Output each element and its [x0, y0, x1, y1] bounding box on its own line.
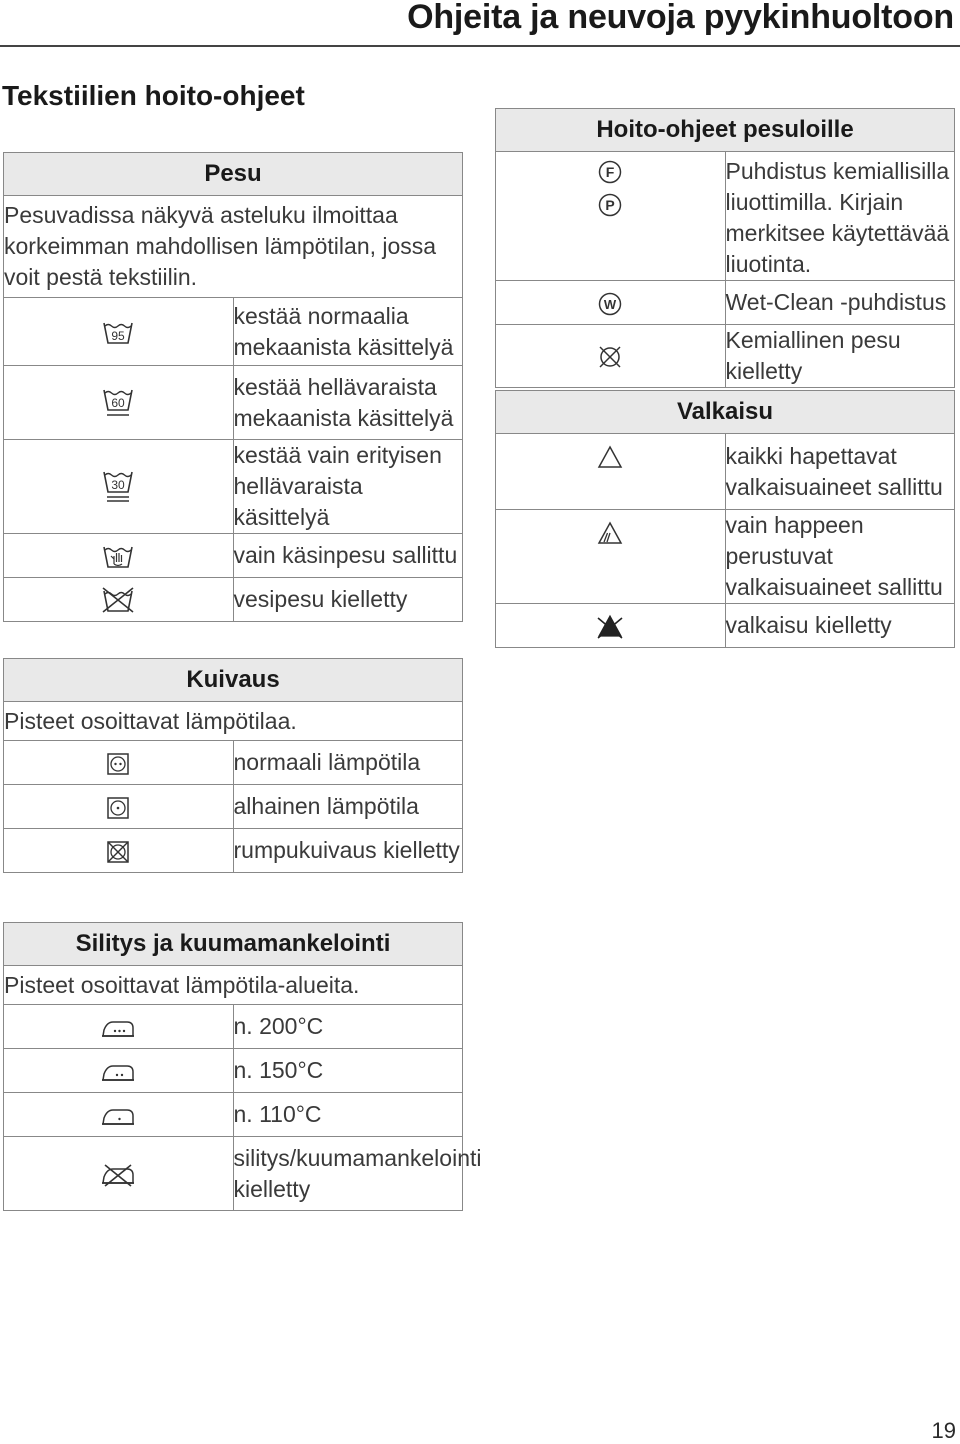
- washing-intro: Pesuvadissa näkyvä asteluku ilmoittaa korkeimman mahdollisen lämpötilan, jossa voit pestä tekstiilin.: [4, 196, 463, 298]
- tumble-dry-normal-text: normaali lämpötila: [233, 741, 463, 785]
- svg-text:30: 30: [111, 477, 125, 492]
- svg-text:95: 95: [111, 328, 125, 343]
- no-dry-clean-text: Kemiallinen pesu kielletty: [725, 325, 955, 388]
- iron-low-text: n. 110°C: [233, 1093, 463, 1137]
- wash-95-icon: [4, 298, 234, 366]
- wash-30-icon: [4, 440, 234, 534]
- wash-60-text: kestää hellävaraista mekaanista käsittelyä: [233, 366, 463, 440]
- iron-medium-icon: [4, 1049, 234, 1093]
- circle-f-icon: [598, 160, 622, 184]
- washing-table: [3, 152, 463, 622]
- page-number: 19: [931, 1418, 956, 1443]
- bleach-any-icon: [496, 434, 726, 510]
- tumble-dry-low-icon: [4, 785, 234, 829]
- hand-wash-text: vain käsinpesu sallittu: [233, 534, 463, 578]
- iron-high-text: n. 200°C: [233, 1005, 463, 1049]
- wet-clean-text: Wet-Clean -puhdistus: [725, 281, 955, 325]
- dry-clean-solvent-icons: [496, 152, 726, 281]
- ironing-heading: Silitys ja kuumamankelointi: [4, 923, 463, 966]
- no-iron-text: silitys/kuumamankelointi kielletty: [233, 1137, 463, 1211]
- circle-p-icon: [598, 193, 622, 217]
- dry-cleaning-table: [495, 108, 955, 388]
- title-rule: [0, 45, 960, 47]
- drying-intro: Pisteet osoittavat lämpötilaa.: [4, 702, 463, 741]
- wash-30-text: kestää vain erityisen hellävaraista käsittelyä: [233, 440, 463, 534]
- no-bleach-text: valkaisu kielletty: [725, 604, 955, 648]
- dry-cleaning-heading: Hoito-ohjeet pesuloille: [496, 109, 955, 152]
- no-wash-icon: [4, 578, 234, 622]
- tumble-dry-low-text: alhainen lämpötila: [233, 785, 463, 829]
- ironing-table: [3, 922, 482, 1211]
- wash-60-icon: [4, 366, 234, 440]
- bleach-any-text: kaikki hapettavat valkaisuaineet sallittu: [725, 434, 955, 510]
- ironing-intro: Pisteet osoittavat lämpötila-alueita.: [4, 966, 463, 1005]
- section-title: Tekstiilien hoito-ohjeet: [2, 80, 305, 111]
- svg-text:60: 60: [111, 395, 125, 410]
- bleaching-table: [495, 390, 955, 648]
- tumble-dry-normal-icon: [4, 741, 234, 785]
- circle-w-icon: [496, 281, 726, 325]
- no-dry-clean-icon: [496, 325, 726, 388]
- dry-clean-solvent-text: Puhdistus kemiallisilla liuottimilla. Kirjain merkitsee käytettävää liuotinta.: [725, 152, 955, 281]
- svg-text:W: W: [604, 296, 617, 312]
- page-title: Ohjeita ja neuvoja pyykinhuoltoon: [407, 0, 954, 36]
- drying-heading: Kuivaus: [4, 659, 463, 702]
- no-iron-icon: [4, 1137, 234, 1211]
- bleach-oxygen-text: vain happeen perustuvat valkaisuaineet sallittu: [725, 510, 955, 604]
- iron-low-icon: [4, 1093, 234, 1137]
- bleaching-heading: Valkaisu: [496, 391, 955, 434]
- hand-wash-icon: [4, 534, 234, 578]
- iron-medium-text: n. 150°C: [233, 1049, 463, 1093]
- bleach-oxygen-icon: [496, 510, 726, 604]
- no-tumble-dry-icon: [4, 829, 234, 873]
- svg-text:F: F: [605, 164, 615, 180]
- no-bleach-icon: [496, 604, 726, 648]
- washing-heading: Pesu: [4, 153, 463, 196]
- drying-table: [3, 658, 463, 873]
- iron-high-icon: [4, 1005, 234, 1049]
- svg-text:P: P: [605, 197, 615, 213]
- no-tumble-dry-text: rumpukuivaus kielletty: [233, 829, 463, 873]
- wash-95-text: kestää normaalia mekaanista käsittelyä: [233, 298, 463, 366]
- no-wash-text: vesipesu kielletty: [233, 578, 463, 622]
